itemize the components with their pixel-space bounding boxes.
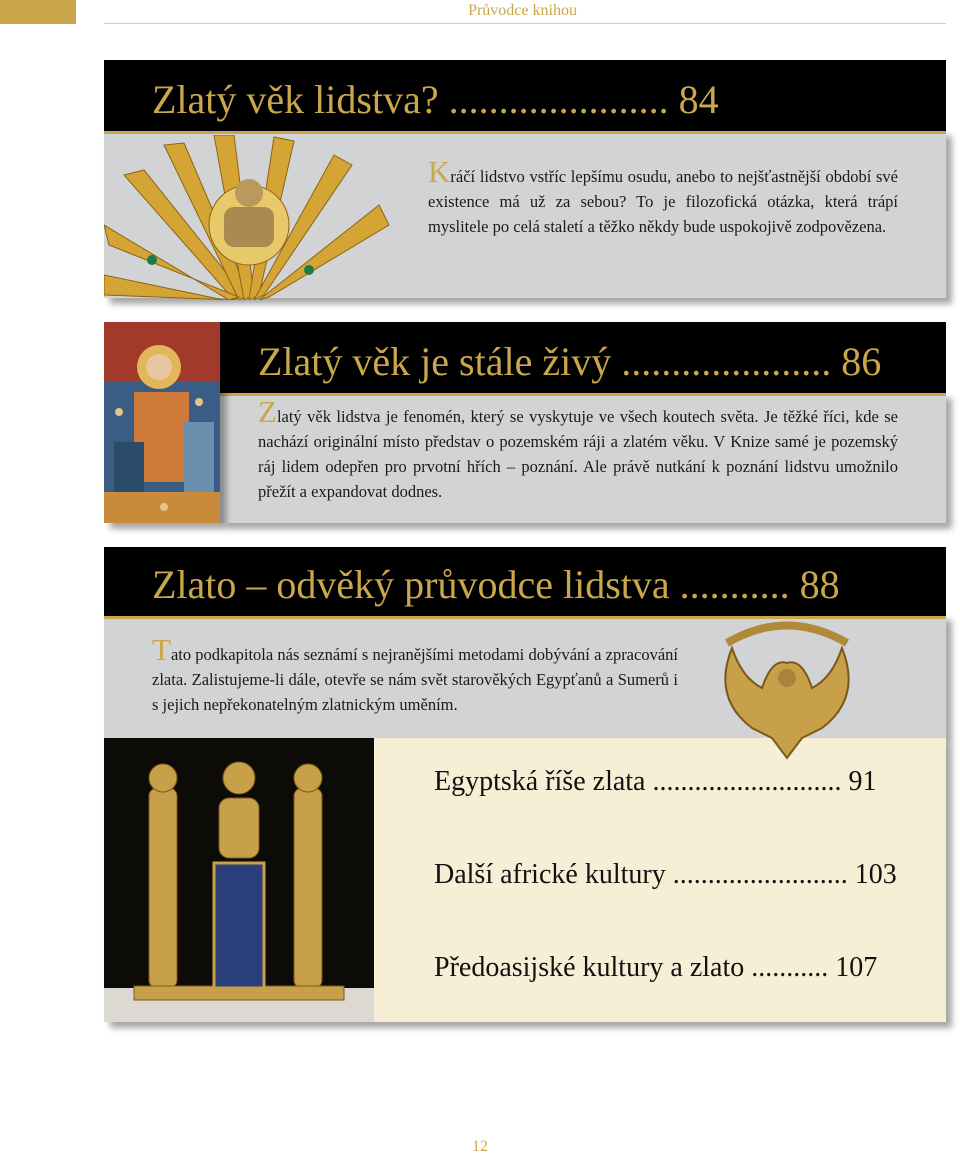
header-accent-bar — [0, 0, 76, 24]
section-1-title — [104, 60, 946, 134]
section-3-title — [104, 547, 946, 619]
section-3-dropcap: T — [152, 632, 171, 667]
section-3-title-text: Zlato – odvěký průvodce lidstva ........... 88 — [152, 562, 840, 607]
section-3-body: ato podkapitola nás seznámí s nejranějšími metodami dobývání a zpracování zlata. Zalistujeme-li dále, otevře se nám svět starověkých Egypťanů a Sumerů i s jejich nepřekonatelným zlatnickým uměním. — [152, 645, 678, 714]
egyptian-statues-image — [104, 738, 374, 1022]
running-header: Průvodce knihou — [468, 2, 577, 19]
section-1-body: ráčí lidstvo vstříc lepšímu osudu, anebo to nejšťastnější období své existence má už za sebou? To je filozofická otázka, která trápí myslitele po celá staletí a těžko někdy bude uspokojivě zodpovězena. — [428, 167, 898, 236]
toc-entry-near-east[interactable]: Předoasijské kultury a zlato ........... 107 — [434, 952, 878, 983]
golden-falcon-image — [712, 618, 862, 763]
section-1-text — [428, 154, 898, 239]
header-rule — [104, 23, 946, 24]
golden-sunburst-image — [104, 135, 394, 300]
section-2-dropcap: Z — [258, 394, 277, 429]
section-2-title — [220, 322, 946, 396]
section-2-body: latý věk lidstva je fenomén, který se vyskytuje ve všech koutech světa. Je těžké říci, kde se nachází originální místo představ o pozemském ráji a zlatém věku. V Knize samé je pozemský ráj lidem odepřen pro prvotní hřích – poznání. Ale právě nutkání k poznání lidstvu umožnilo přežít a expandovat dodnes. — [258, 407, 898, 501]
medieval-tapestry-image — [104, 322, 220, 523]
section-1-title-text: Zlatý věk lidstva? ...................... 84 — [152, 77, 719, 122]
section-2-text — [258, 394, 898, 504]
page-number: 12 — [472, 1138, 488, 1155]
toc-entry-egypt[interactable]: Egyptská říše zlata ........................... 91 — [434, 766, 877, 797]
toc-entry-africa[interactable]: Další africké kultury ......................... 103 — [434, 859, 897, 890]
section-2-title-text: Zlatý věk je stále živý ..................... 86 — [258, 339, 882, 384]
section-1-dropcap: K — [428, 154, 451, 189]
section-3-text — [152, 632, 678, 717]
